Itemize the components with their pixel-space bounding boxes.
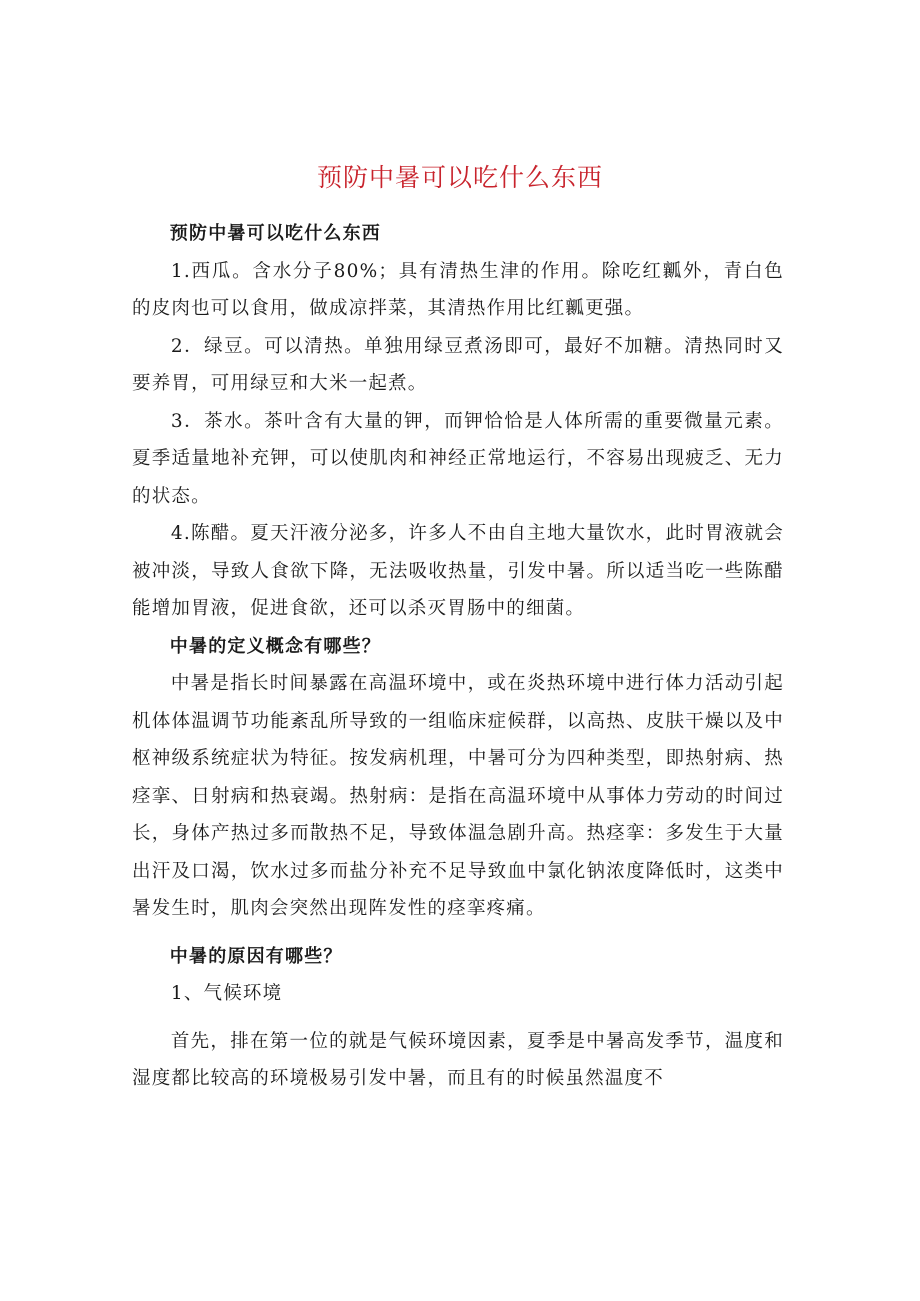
section-heading-definition: 中暑的定义概念有哪些？	[169, 635, 381, 657]
document-title: 预防中暑可以吃什么东西	[316, 163, 603, 192]
paragraph-watermelon: 1.西瓜。含水分子80%；具有清热生津的作用。除吃红瓤外，青白色的皮肉也可以食用，做成凉拌菜，其清热作用比红瓤更强。	[132, 260, 784, 319]
document-body	[132, 215, 784, 1098]
subheading-climate: 1、气候环境	[170, 983, 283, 1004]
paragraph-vinegar: 4.陈醋。夏天汗液分泌多，许多人不由自主地大量饮水，此时胃液就会被冲淡，导致人食欲下降，无法吸收热量，引发中暑。所以适当吃一些陈醋能增加胃液，促进食欲，还可以杀灭胃肠中的细菌。	[132, 523, 784, 619]
paragraph-tea: 3．茶水。茶叶含有大量的钾，而钾恰恰是人体所需的重要微量元素。夏季适量地补充钾，可以使肌肉和神经正常地运行，不容易出现疲乏、无力的状态。	[132, 410, 784, 507]
paragraph-climate: 首先，排在第一位的就是气候环境因素，夏季是中暑高发季节，温度和湿度都比较高的环境极易引发中暑，而且有的时候虽然温度不	[132, 1030, 784, 1089]
paragraph-definition: 中暑是指长时间暴露在高温环境中，或在炎热环境中进行体力活动引起机体体温调节功能紊乱所导致的一组临床症候群，以高热、皮肤干燥以及中枢神级系统症状为特征。按发病机理，中暑可分为四种类型，即热射病、热痉挛、日射病和热衰竭。热射病：是指在高温环境中从事体力劳动的时间过长，身体产热过多而散热不足，导致体温急剧升高。热痉挛：多发生于大量出汗及口渴，饮水过多而盐分补充不足导致血中氯化钠浓度降低时，这类中暑发生时，肌肉会突然出现阵发性的痉挛疼痛。	[132, 673, 784, 919]
section-heading-prevention-foods: 预防中暑可以吃什么东西	[169, 223, 381, 244]
paragraph-mung-bean: 2．绿豆。可以清热。单独用绿豆煮汤即可，最好不加糖。清热同时又要养胃，可用绿豆和大米一起煮。	[132, 335, 784, 394]
section-heading-causes: 中暑的原因有哪些？	[169, 945, 343, 967]
